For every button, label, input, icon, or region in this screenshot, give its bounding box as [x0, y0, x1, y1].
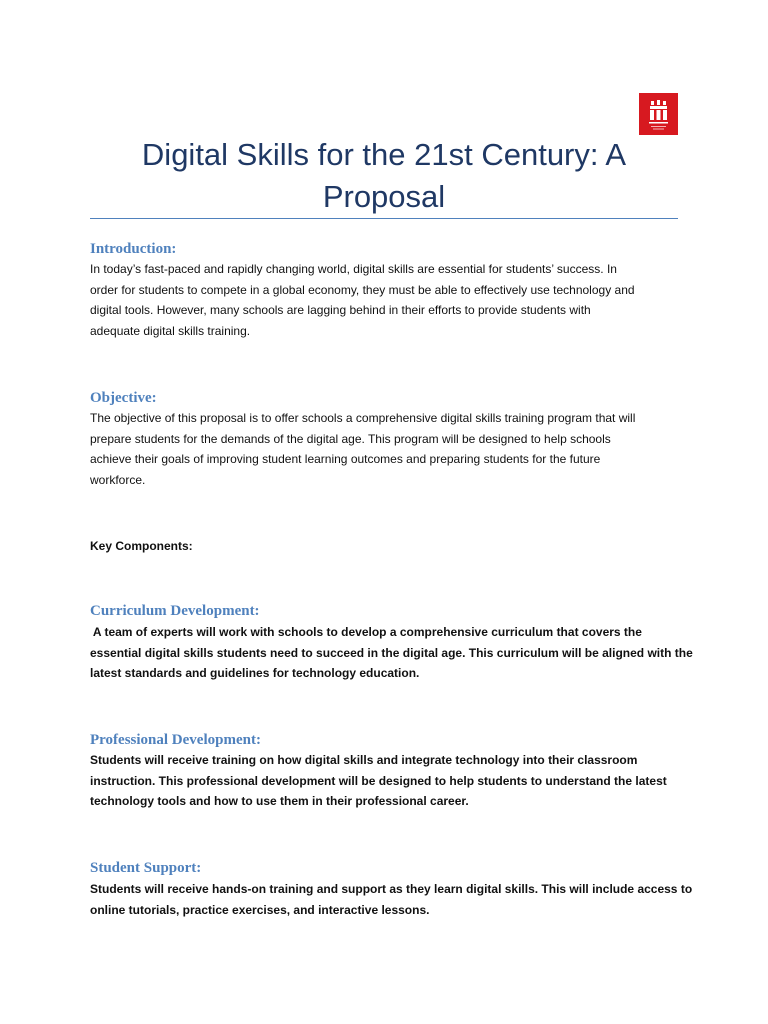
professional-heading: Professional Development:	[90, 732, 261, 748]
paragraph-line: technology tools and how to use them in their professional career.	[90, 794, 469, 808]
title-line: Digital Skills for the 21st Century: A	[141, 137, 627, 172]
paragraph-line: Students will receive hands-on training and support as they learn digital skills. This will include access to	[90, 882, 693, 896]
curriculum-heading: Curriculum Development:	[90, 603, 260, 619]
paragraph-line: workforce.	[90, 472, 146, 487]
paragraph-line: prepare students for the demands of the digital age. This program will be designed to help schools	[90, 431, 611, 446]
paragraph-line: A team of experts will work with schools to develop a comprehensive curriculum that covers the	[90, 625, 642, 639]
paragraph-line: In today’s fast-paced and rapidly changing world, digital skills are essential for students’ success. In	[90, 262, 617, 276]
support-paragraph	[90, 879, 693, 920]
support-heading: Student Support:	[90, 860, 202, 876]
key-components-label: Key Components:	[90, 539, 193, 553]
paragraph-line: essential digital skills students need to succeed in the digital age. This curriculum will be aligned with the	[90, 645, 693, 660]
page-title	[90, 134, 678, 218]
objective-paragraph	[90, 408, 682, 490]
institution-logo-icon	[639, 93, 678, 135]
introduction-heading: Introduction:	[90, 241, 177, 257]
introduction-paragraph	[90, 259, 682, 341]
paragraph-line: digital tools. However, many schools are lagging behind in their efforts to provide students with	[90, 303, 591, 317]
paragraph-line: Students will receive training on how digital skills and integrate technology into their classroom	[90, 753, 638, 767]
paragraph-line: latest standards and guidelines for technology education.	[90, 666, 420, 680]
paragraph-line: online tutorials, practice exercises, and interactive lessons.	[90, 902, 430, 917]
professional-paragraph	[90, 750, 682, 812]
paragraph-line: The objective of this proposal is to offer schools a comprehensive digital skills training program that will	[90, 411, 636, 425]
objective-heading: Objective:	[90, 390, 157, 406]
paragraph-line: instruction. This professional development will be designed to help students to understand the latest	[90, 773, 667, 788]
paragraph-line: adequate digital skills training.	[90, 323, 251, 338]
title-divider	[90, 218, 678, 219]
title-line: Proposal	[322, 179, 446, 214]
paragraph-line: achieve their goals of improving student learning outcomes and preparing students for the future	[90, 452, 601, 466]
paragraph-line: order for students to compete in a global economy, they must be able to effectively use technology and	[90, 282, 635, 297]
curriculum-paragraph	[90, 622, 693, 684]
